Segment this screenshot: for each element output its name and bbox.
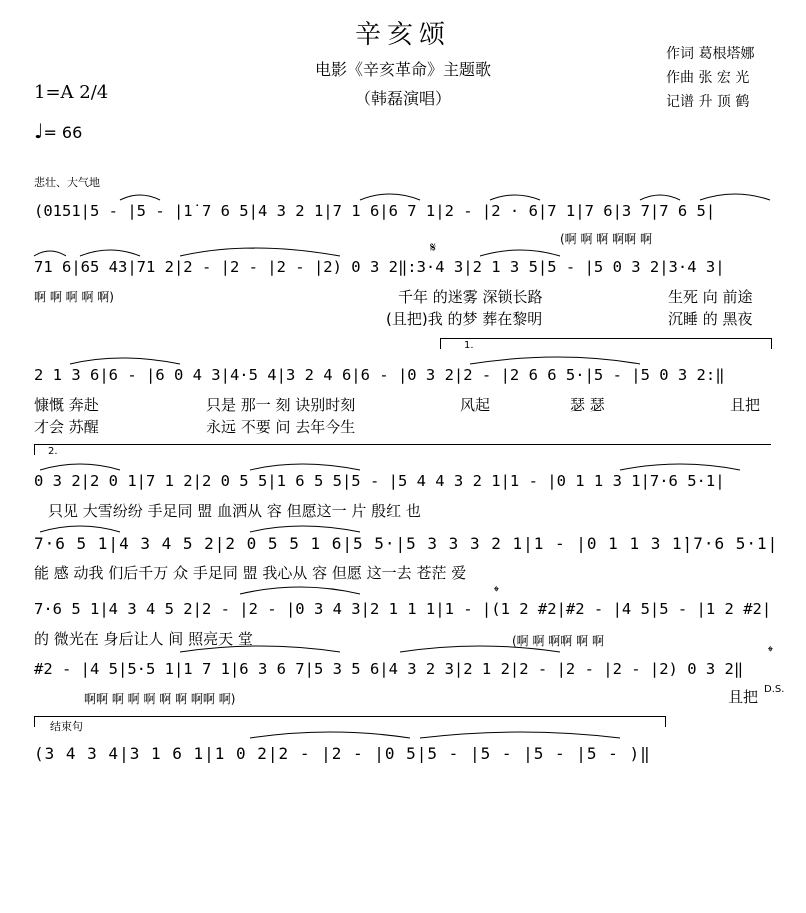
quarter-note-icon: ♩: [34, 119, 44, 143]
composer-credit: 作曲 张 宏 光: [666, 70, 750, 86]
row-6-lyrics: 的 微光在 身后让人 间 照亮天 堂: [34, 630, 253, 648]
row-3-lyrics-d: 瑟 瑟: [570, 396, 605, 414]
song-subtitle: 电影《辛亥革命》主题歌: [314, 60, 491, 79]
coda-mark-1: 𝄌: [494, 584, 499, 600]
segno-mark: 𝄋: [430, 240, 437, 256]
volta-2-bracket: [34, 444, 771, 455]
score-row-1: (0151|5 - |5 - |1̇ 7 6 5|4 3 2 1|7 1 6|6 7 1|2 - |2 · 6|7 1̇|7 6|3 7|7 6 5|: [34, 202, 716, 220]
ending-label: 结束句: [50, 720, 83, 733]
row-3-lyrics-f: 才会 苏醒: [34, 418, 99, 436]
score-row-8: (3 4 3 4|3 1 6 1|1 0 2|2 - |2 - |0 5|5 - |5 - |5 - |5 - )‖: [34, 744, 651, 763]
singer-note: （韩磊演唱）: [354, 89, 451, 108]
transcriber-credit: 记谱 升 顶 鹤: [666, 94, 750, 110]
row-2-verse2-lyrics: (且把)我 的梦 葬在黎明: [386, 310, 543, 328]
row-2-verse2-lyrics-end: 沉睡 的 黑夜: [668, 310, 753, 328]
row-3-lyrics-a: 慷慨 奔赴: [34, 396, 99, 414]
row-7-lyrics: 啊啊 啊 啊 啊 啊 啊 啊啊 啊): [84, 692, 236, 706]
row-1-lyrics: (啊 啊 啊 啊啊 啊: [560, 232, 652, 246]
tempo-value: = 66: [43, 123, 83, 142]
volta-1-bracket: [440, 338, 772, 349]
row-2-verse1-lyrics: 千年 的迷雾 深锁长路: [398, 288, 543, 306]
volta-2-label: 2.: [48, 446, 58, 457]
row-3-lyrics-c: 风起: [460, 396, 491, 414]
row-3-lyrics-e: 且把: [730, 396, 761, 414]
score-row-7: #2 - |4 5|5·5 1|1 7 1|6 3 6 7|5 3 5 6|4 3 2 3|2 1 2|2 - |2 - |2 - |2) 0 3 2‖: [34, 660, 744, 678]
score-row-3: 2 1 3 6|6 - |6 0 4 3|4·5 4|3 2 4 6|6 - |0 3 2|2 - |2 6 6 5·|5 - |5 0 3 2:‖: [34, 366, 725, 384]
score-row-4: 0 3 2|2 0 1|7 1 2|2 0 5 5|1 6 5 5|5 - |5 4 4 3 2 1|1 - |0 1 1 3 1̇|7·6 5·1|: [34, 472, 725, 490]
row-4-lyrics: 只见 大雪纷纷 手足同 盟 血洒从 容 但愿这一 片 殷红 也: [48, 502, 421, 520]
ending-bracket: [34, 716, 666, 727]
row-3-lyrics-g: 永远 不要 问 去年今生: [206, 418, 356, 436]
score-row-2: 71 6|65 43|71 2|2 - |2 - |2 - |2) 0 3 2‖:3·4 3|2 1 3 5|5 - |5 0 3 2|3·4 3|: [34, 258, 725, 276]
expression-marking: 悲壮、大气地: [34, 176, 100, 189]
score-row-6: 7·6 5 1|4 3 4 5 2|2 - |2 - |0 3 4 3|2 1 1 1|1 - |(1 2 #2|#2 - |4 5|5 - |1 2 #2|: [34, 600, 772, 618]
row-2-intro-lyrics: 啊 啊 啊 啊 啊): [34, 290, 114, 304]
song-title: 辛亥颂: [354, 20, 451, 50]
volta-1-label: 1.: [464, 340, 474, 351]
coda-mark-2: 𝄌: [768, 644, 773, 660]
row-6-lyrics-b: (啊 啊 啊啊 啊 啊: [512, 634, 604, 648]
lyricist-credit: 作词 葛根塔娜: [666, 46, 755, 62]
row-3-lyrics-b: 只是 那一 刻 诀别时刻: [206, 396, 356, 414]
row-2-verse1-lyrics-end: 生死 向 前途: [668, 288, 753, 306]
row-7-lyrics-b: 且把: [728, 688, 759, 706]
key-signature: 1=A 2/4: [34, 82, 109, 103]
row-5-lyrics: 能 感 动我 们后千万 众 手足同 盟 我心从 容 但愿 这一去 苍茫 爱: [34, 564, 467, 582]
ds-mark: D.S.: [764, 684, 785, 695]
score-row-5: 7·6 5 1|4 3 4 5 2|2 0 5 5 1 6|5 5·|5 3 3 3 2 1|1 - |0 1 1 3 1̇|7·6 5·1|: [34, 534, 779, 553]
